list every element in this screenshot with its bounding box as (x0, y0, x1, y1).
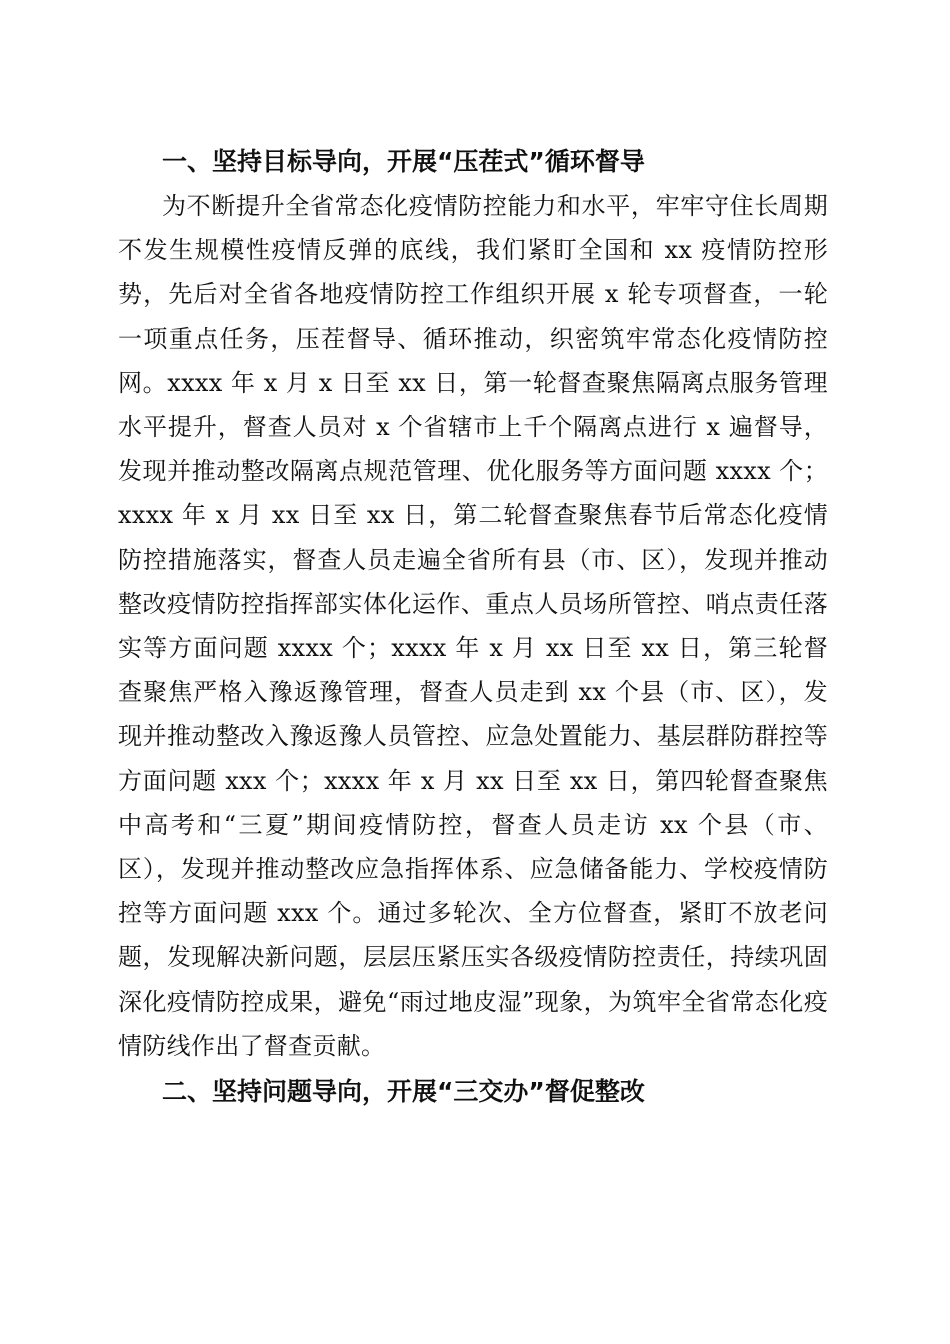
section-paragraph-1: 为不断提升全省常态化疫情防控能力和水平，牢牢守住长周期不发生规模性疫情反弹的底线，我们紧盯全国和 xx 疫情防控形势，先后对全省各地疫情防控工作组织开展 x 轮专项督查，一轮一项重点任务，压茬督导、循环推动，织密筑牢常态化疫情防控网。xxxx 年 x 月 x 日至 xx 日，第一轮督查聚焦隔离点服务管理水平提升，督查人员对 x 个省辖市上千个隔离点进行 x 遍督导，发现并推动整改隔离点规范管理、优化服务等方面问题 xxxx 个；xxxx 年 x 月 xx 日至 xx 日，第二轮督查聚焦春节后常态化疫情防控措施落实，督查人员走遍全省所有县（市、区），发现并推动整改疫情防控指挥部实体化运作、重点人员场所管控、哨点责任落实等方面问题 xxxx 个；xxxx 年 x 月 xx 日至 xx 日，第三轮督查聚焦严格入豫返豫管理，督查人员走到 xx 个县（市、区），发现并推动整改入豫返豫人员管控、应急处置能力、基层群防群控等方面问题 xxx 个；xxxx 年 x 月 xx 日至 xx 日，第四轮督查聚焦中高考和“三夏”期间疫情防控，督查人员走访 xx 个县（市、区），发现并推动整改应急指挥体系、应急储备能力、学校疫情防控等方面问题 xxx 个。通过多轮次、全方位督查，紧盯不放老问题，发现解决新问题，层层压紧压实各级疫情防控责任，持续巩固深化疫情防控成果，避免“雨过地皮湿”现象，为筑牢全省常态化疫情防线作出了督查贡献。 (118, 192, 828, 1060)
section-heading-1: 一、坚持目标导向，开展“压茬式”循环督导 (162, 147, 645, 176)
section-heading-2: 二、坚持问题导向，开展“三交办”督促整改 (162, 1077, 645, 1107)
document-content (118, 140, 828, 1114)
